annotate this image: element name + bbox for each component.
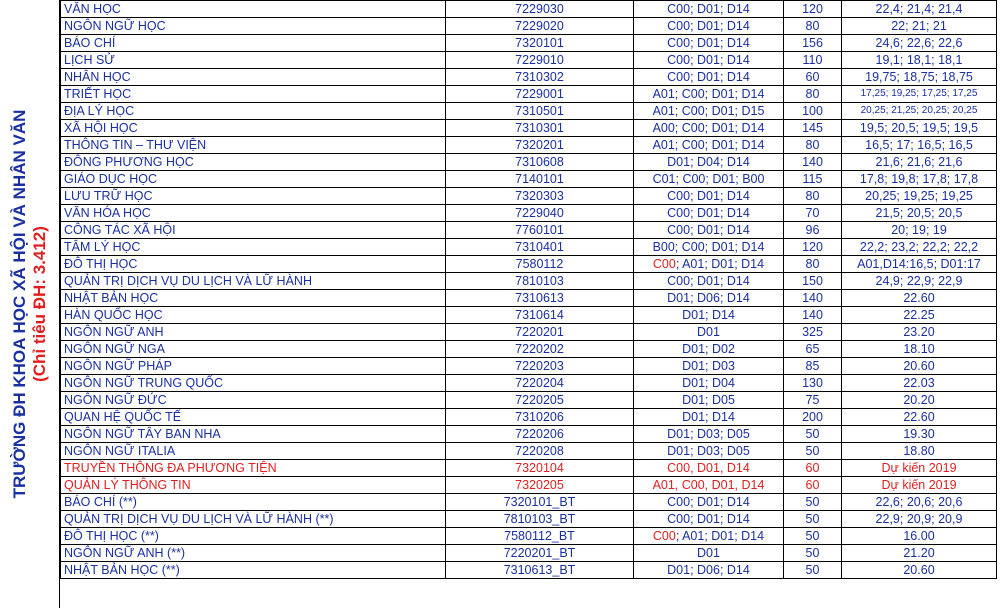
school-title-rotated [10,110,50,499]
subject-combo-cell [634,35,784,52]
table-row [61,341,997,358]
subject-combo-cell [634,69,784,86]
combo-text: D01; D04 [682,376,735,390]
table-row [61,188,997,205]
program-code-cell: 7580112_BT [446,528,634,545]
cutoff-score-cell: A01,D14:16,5; D01:17 [842,256,997,273]
table-row [61,426,997,443]
table-row [61,239,997,256]
cutoff-score-cell: 20.60 [842,358,997,375]
combo-text: C00; D01; D14 [667,36,750,50]
program-name-cell: ĐÔ THỊ HỌC [61,256,446,273]
program-code-cell: 7220202 [446,341,634,358]
quota-cell: 65 [784,341,842,358]
subject-combo-cell [634,375,784,392]
cutoff-score-cell: 19,5; 20,5; 19,5; 19,5 [842,120,997,137]
subject-combo-cell [634,52,784,69]
program-code-cell: 7310613 [446,290,634,307]
quota-cell: 50 [784,443,842,460]
subject-combo-cell [634,86,784,103]
cutoff-score-cell: 22; 21; 21 [842,18,997,35]
program-code-cell: 7310501 [446,103,634,120]
combo-text: C01; C00; D01; B00 [652,172,765,186]
cutoff-score-cell: 19,75; 18,75; 18,75 [842,69,997,86]
combo-text: A01; C00; D01; D14 [652,138,765,152]
table-row [61,256,997,273]
combo-text: D01; D06; D14 [667,291,750,305]
table-row [61,86,997,103]
program-name-cell: QUAN HỆ QUỐC TẾ [61,409,446,426]
quota-cell: 75 [784,392,842,409]
cutoff-score-cell: 22,9; 20,9; 20,9 [842,511,997,528]
program-name-cell: NGÔN NGỮ ANH [61,324,446,341]
program-code-cell: 7760101 [446,222,634,239]
program-code-cell: 7320201 [446,137,634,154]
quota-cell: 70 [784,205,842,222]
subject-combo-cell [634,324,784,341]
quota-cell: 145 [784,120,842,137]
program-code-cell: 7320303 [446,188,634,205]
program-name-cell: NHẬT BẢN HỌC (**) [61,562,446,579]
quota-cell: 50 [784,562,842,579]
cutoff-score-cell: Dự kiến 2019 [842,460,997,477]
combo-text: C00; D01; D14 [667,274,750,288]
quota-cell: 140 [784,307,842,324]
program-code-cell: 7310614 [446,307,634,324]
subject-combo-cell [634,239,784,256]
program-name-cell: NGÔN NGỮ ANH (**) [61,545,446,562]
quota-cell: 140 [784,290,842,307]
program-code-cell: 7220201 [446,324,634,341]
program-name-cell: TÂM LÝ HỌC [61,239,446,256]
combo-text: C00, D01, D14 [667,461,750,475]
subject-combo-cell [634,426,784,443]
table-row [61,222,997,239]
program-code-cell: 7220204 [446,375,634,392]
subject-combo-cell [634,290,784,307]
program-name-cell: NGÔN NGỮ TÂY BAN NHA [61,426,446,443]
program-name-cell: NGÔN NGỮ ĐỨC [61,392,446,409]
combo-text: ; A01; D01; D14 [675,257,765,271]
subject-combo-cell [634,477,784,494]
quota-cell: 60 [784,69,842,86]
combo-text: D01; D03 [682,359,735,373]
subject-combo-cell [634,1,784,18]
program-code-cell: 7229010 [446,52,634,69]
combo-text: D01; D03; D05 [667,427,750,441]
combo-text: D01 [697,546,720,560]
quota-cell: 50 [784,545,842,562]
highlighted-combo: C00 [652,257,676,271]
program-name-cell: XÃ HỘI HỌC [61,120,446,137]
program-name-cell: THÔNG TIN – THƯ VIỆN [61,137,446,154]
table-row [61,392,997,409]
quota-cell: 120 [784,1,842,18]
subject-combo-cell [634,409,784,426]
table-row [61,562,997,579]
cutoff-score-cell: 22,6; 20,6; 20,6 [842,494,997,511]
subject-combo-cell [634,273,784,290]
cutoff-score-cell: 16.00 [842,528,997,545]
program-name-cell: TRIẾT HỌC [61,86,446,103]
quota-cell: 115 [784,171,842,188]
combo-text: C00; D01; D14 [667,223,750,237]
table-row [61,307,997,324]
program-name-cell: NHẬT BẢN HỌC [61,290,446,307]
subject-combo-cell [634,358,784,375]
program-code-cell: 7810103_BT [446,511,634,528]
table-row [61,205,997,222]
cutoff-score-cell: 16,5; 17; 16,5; 16,5 [842,137,997,154]
program-code-cell: 7220201_BT [446,545,634,562]
subject-combo-cell [634,103,784,120]
combo-text: C00; D01; D14 [667,495,750,509]
cutoff-score-cell: 20.60 [842,562,997,579]
quota-cell: 80 [784,86,842,103]
subject-combo-cell [634,562,784,579]
cutoff-score-cell: 20,25; 21,25; 20,25; 20,25 [842,103,997,120]
quota-cell: 85 [784,358,842,375]
combo-text: ; A01; D01; D14 [675,529,765,543]
combo-text: A01; C00; D01; D14 [652,87,765,101]
cutoff-score-cell: 19,1; 18,1; 18,1 [842,52,997,69]
table-row [61,409,997,426]
cutoff-score-cell: 22,2; 23,2; 22,2; 22,2 [842,239,997,256]
subject-combo-cell [634,222,784,239]
subject-combo-cell [634,460,784,477]
quota-cell: 50 [784,426,842,443]
program-name-cell: LỊCH SỬ [61,52,446,69]
programs-table-body [61,1,997,579]
cutoff-score-cell: 18.10 [842,341,997,358]
program-name-cell: BÁO CHÍ (**) [61,494,446,511]
program-code-cell: 7220208 [446,443,634,460]
program-code-cell: 7320101 [446,35,634,52]
subject-combo-cell [634,205,784,222]
combo-text: D01; D02 [682,342,735,356]
table-row [61,460,997,477]
cutoff-score-cell: 21.20 [842,545,997,562]
subject-combo-cell [634,120,784,137]
table-row [61,154,997,171]
quota-cell: 150 [784,273,842,290]
program-code-cell: 7229001 [446,86,634,103]
combo-text: D01; D04; D14 [667,155,750,169]
program-name-cell: GIÁO DỤC HỌC [61,171,446,188]
quota-cell: 200 [784,409,842,426]
cutoff-score-cell: 22.03 [842,375,997,392]
quota-cell: 50 [784,494,842,511]
table-row [61,375,997,392]
table-row [61,35,997,52]
program-name-cell: NHÂN HỌC [61,69,446,86]
table-row [61,171,997,188]
table-row [61,69,997,86]
table-row [61,1,997,18]
combo-text: D01; D14 [682,308,735,322]
program-name-cell: NGÔN NGỮ TRUNG QUỐC [61,375,446,392]
quota-cell: 110 [784,52,842,69]
program-name-cell: HÀN QUỐC HỌC [61,307,446,324]
quota-cell: 80 [784,256,842,273]
cutoff-score-cell: 24,9; 22,9; 22,9 [842,273,997,290]
subject-combo-cell [634,18,784,35]
program-name-cell: ĐÔ THỊ HỌC (**) [61,528,446,545]
combo-text: C00; D01; D14 [667,19,750,33]
quota-cell: 100 [784,103,842,120]
highlighted-combo: C00 [652,529,676,543]
table-row [61,18,997,35]
cutoff-score-cell: 22,4; 21,4; 21,4 [842,1,997,18]
subject-combo-cell [634,256,784,273]
program-code-cell: 7310613_BT [446,562,634,579]
quota-cell: 80 [784,18,842,35]
program-name-cell: LƯU TRỮ HỌC [61,188,446,205]
table-row [61,273,997,290]
combo-text: D01; D05 [682,393,735,407]
combo-text: C00; D01; D14 [667,512,750,526]
quota-note: (Chỉ tiêu ĐH: 3.412) [30,226,49,382]
program-name-cell: QUẢN TRỊ DỊCH VỤ DU LỊCH VÀ LỮ HÀNH [61,273,446,290]
table-row [61,358,997,375]
program-code-cell: 7229040 [446,205,634,222]
program-code-cell: 7320205 [446,477,634,494]
table-row [61,324,997,341]
cutoff-score-cell: 20; 19; 19 [842,222,997,239]
table-row [61,103,997,120]
cutoff-score-cell: 20.20 [842,392,997,409]
cutoff-score-cell: 18.80 [842,443,997,460]
program-code-cell: 7140101 [446,171,634,188]
subject-combo-cell [634,511,784,528]
combo-text: C00; D01; D14 [667,206,750,220]
cutoff-score-cell: 22.25 [842,307,997,324]
combo-text: B00; C00; D01; D14 [652,240,765,254]
program-code-cell: 7310608 [446,154,634,171]
program-name-cell: ĐÔNG PHƯƠNG HỌC [61,154,446,171]
program-name-cell: QUẢN LÝ THÔNG TIN [61,477,446,494]
subject-combo-cell [634,307,784,324]
combo-text: C00; D01; D14 [667,2,750,16]
program-name-cell: NGÔN NGỮ ITALIA [61,443,446,460]
cutoff-score-cell: 20,25; 19,25; 19,25 [842,188,997,205]
combo-text: D01 [697,325,720,339]
quota-cell: 156 [784,35,842,52]
combo-text: C00; D01; D14 [667,70,750,84]
combo-text: A00; C00; D01; D14 [652,121,765,135]
program-code-cell: 7220206 [446,426,634,443]
cutoff-score-cell: 22.60 [842,409,997,426]
program-name-cell: VĂN HÓA HỌC [61,205,446,222]
program-code-cell: 7229030 [446,1,634,18]
program-code-cell: 7229020 [446,18,634,35]
table-row [61,443,997,460]
combo-text: D01; D03; D05 [667,444,750,458]
table-row [61,290,997,307]
quota-cell: 96 [784,222,842,239]
program-name-cell: NGÔN NGỮ NGA [61,341,446,358]
school-name: TRƯỜNG ĐH KHOA HỌC XÃ HỘI VÀ NHÂN VĂN [10,109,29,499]
subject-combo-cell [634,528,784,545]
program-name-cell: NGÔN NGỮ HỌC [61,18,446,35]
quota-cell: 80 [784,137,842,154]
subject-combo-cell [634,545,784,562]
subject-combo-cell [634,494,784,511]
program-name-cell: BÁO CHÍ [61,35,446,52]
cutoff-score-cell: 24,6; 22,6; 22,6 [842,35,997,52]
subject-combo-cell [634,188,784,205]
program-name-cell: NGÔN NGỮ PHÁP [61,358,446,375]
combo-text: C00; D01; D14 [667,189,750,203]
program-name-cell: QUẢN TRỊ DỊCH VỤ DU LỊCH VÀ LỮ HÀNH (**) [61,511,446,528]
combo-text: A01; C00; D01; D15 [652,104,765,118]
program-code-cell: 7320101_BT [446,494,634,511]
table-row [61,52,997,69]
cutoff-score-cell: 17,8; 19,8; 17,8; 17,8 [842,171,997,188]
program-code-cell: 7810103 [446,273,634,290]
quota-cell: 50 [784,528,842,545]
program-name-cell: ĐỊA LÝ HỌC [61,103,446,120]
combo-text: D01; D14 [682,410,735,424]
subject-combo-cell [634,443,784,460]
programs-table [60,0,997,579]
subject-combo-cell [634,171,784,188]
quota-cell: 60 [784,460,842,477]
combo-text: A01, C00, D01, D14 [652,478,765,492]
subject-combo-cell [634,154,784,171]
combo-text: C00; D01; D14 [667,53,750,67]
quota-cell: 120 [784,239,842,256]
table-row [61,545,997,562]
table-row [61,137,997,154]
program-name-cell: CÔNG TÁC XÃ HỘI [61,222,446,239]
quota-cell: 140 [784,154,842,171]
program-code-cell: 7310302 [446,69,634,86]
subject-combo-cell [634,341,784,358]
school-side-header [0,0,60,608]
subject-combo-cell [634,137,784,154]
quota-cell: 80 [784,188,842,205]
program-code-cell: 7220203 [446,358,634,375]
program-code-cell: 7310206 [446,409,634,426]
combo-text: D01; D06; D14 [667,563,750,577]
program-code-cell: 7580112 [446,256,634,273]
program-code-cell: 7320104 [446,460,634,477]
table-row [61,120,997,137]
program-name-cell: TRUYỀN THÔNG ĐA PHƯƠNG TIỆN [61,460,446,477]
cutoff-score-cell: 21,6; 21,6; 21,6 [842,154,997,171]
subject-combo-cell [634,392,784,409]
cutoff-score-cell: 19.30 [842,426,997,443]
quota-cell: 50 [784,511,842,528]
table-row [61,528,997,545]
cutoff-score-cell: 23.20 [842,324,997,341]
program-code-cell: 7310401 [446,239,634,256]
cutoff-score-cell: 22.60 [842,290,997,307]
cutoff-score-cell: 17,25; 19,25; 17,25; 17,25 [842,86,997,103]
cutoff-score-cell: Dự kiến 2019 [842,477,997,494]
program-code-cell: 7220205 [446,392,634,409]
program-name-cell: VĂN HỌC [61,1,446,18]
program-code-cell: 7310301 [446,120,634,137]
cutoff-score-cell: 21,5; 20,5; 20,5 [842,205,997,222]
table-row [61,494,997,511]
quota-cell: 325 [784,324,842,341]
quota-cell: 130 [784,375,842,392]
table-row [61,477,997,494]
table-row [61,511,997,528]
quota-cell: 60 [784,477,842,494]
